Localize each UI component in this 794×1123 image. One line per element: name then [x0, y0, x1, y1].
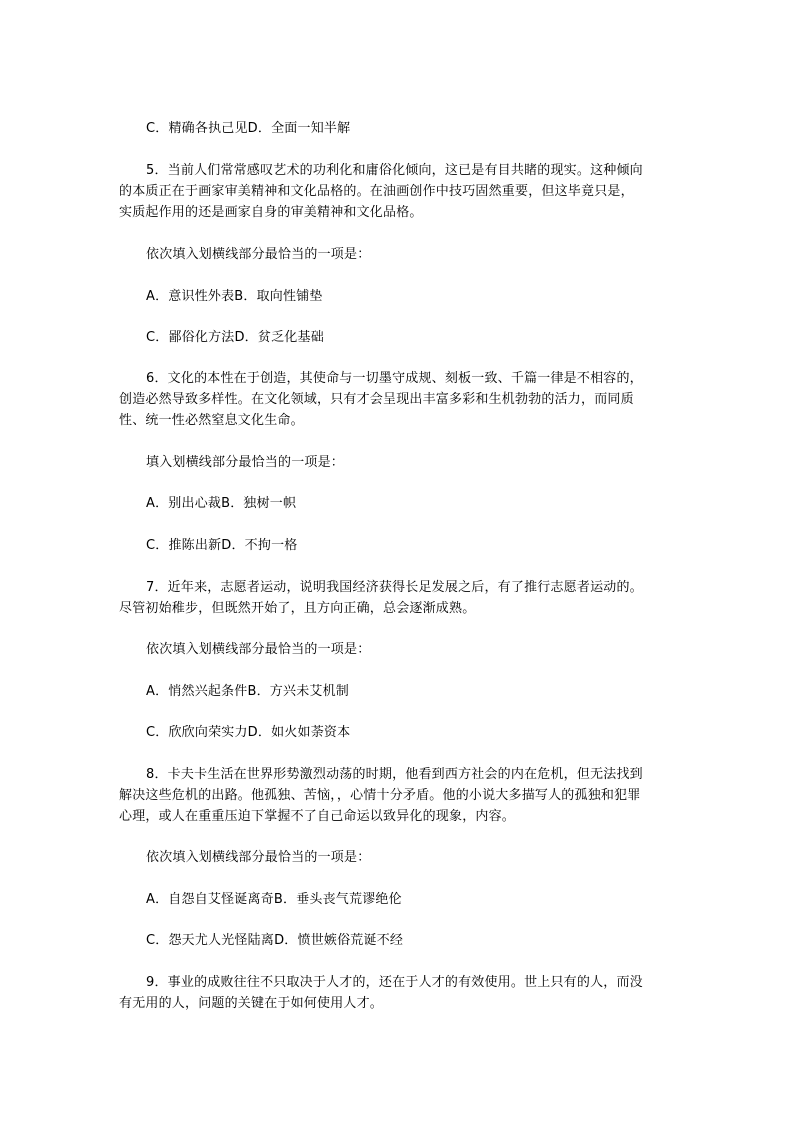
question-7-line-1: 7．近年来，志愿者运动，说明我国经济获得长足发展之后，有了推行志愿者运动的。: [146, 580, 643, 595]
question-9-line-1: 9．事业的成败往往不只取决于人才的，还在于人才的有效使用。世上只有的人，而没: [146, 975, 643, 990]
option-line-q6-c: C．推陈出新D．不拘一格: [146, 538, 298, 553]
option-line-q7-c: C．欣欣向荣实力D．如火如荼资本: [146, 725, 351, 740]
question-6-line-1: 6．文化的本性在于创造，其使命与一切墨守成规、刻板一致、千篇一律是不相容的，: [146, 371, 643, 386]
question-8-line-1: 8．卡夫卡生活在世界形势激烈动荡的时期，他看到西方社会的内在危机，但无法找到: [146, 767, 643, 782]
option-line-q8-a: A．自怨自艾怪诞离奇B．垂头丧气荒谬绝伦: [146, 892, 402, 907]
question-8-prompt: 依次填入划横线部分最恰当的一项是：: [146, 850, 371, 865]
option-line-q8-c: C．怨天尤人光怪陆离D．愤世嫉俗荒诞不经: [146, 933, 404, 948]
question-6-line-2: 创造必然导致多样性。在文化领域，只有才会呈现出丰富多彩和生机勃勃的活力，而同质: [119, 392, 634, 407]
option-line-q5-a: A．意识性外表B．取向性铺垫: [146, 289, 323, 304]
option-line-q4-c: C．精确各执己见D．全面一知半解: [146, 121, 351, 136]
question-5-prompt: 依次填入划横线部分最恰当的一项是：: [146, 247, 371, 262]
question-8-line-3: 心理，或人在重重压迫下掌握不了自己命运以致异化的现象，内容。: [119, 809, 516, 824]
question-9-line-2: 有无用的人，问题的关键在于如何使用人才。: [119, 996, 384, 1011]
option-line-q7-a: A．悄然兴起条件B．方兴未艾机制: [146, 684, 350, 699]
option-line-q6-a: A．别出心裁B．独树一帜: [146, 496, 297, 511]
question-7-prompt: 依次填入划横线部分最恰当的一项是：: [146, 642, 371, 657]
question-8-line-2: 解决这些危机的出路。他孤独、苦恼，，心情十分矛盾。他的小说大多描写人的孤独和犯罪: [119, 788, 641, 803]
question-5-line-1: 5．当前人们常常感叹艺术的功利化和庸俗化倾向，这已是有目共睹的现实。这种倾向: [146, 163, 643, 178]
question-5-line-3: 实质起作用的还是画家自身的审美精神和文化品格。: [119, 205, 423, 220]
question-7-line-2: 尽管初始稚步，但既然开始了，且方向正确，总会逐渐成熟。: [119, 601, 476, 616]
question-6-line-3: 性、统一性必然窒息文化生命。: [119, 413, 304, 428]
question-6-prompt: 填入划横线部分最恰当的一项是：: [146, 455, 345, 470]
option-line-q5-c: C．鄙俗化方法D．贫乏化基础: [146, 330, 324, 345]
question-5-line-2: 的本质正在于画家审美精神和文化品格的。在油画创作中技巧固然重要，但这毕竟只是，: [119, 184, 634, 199]
